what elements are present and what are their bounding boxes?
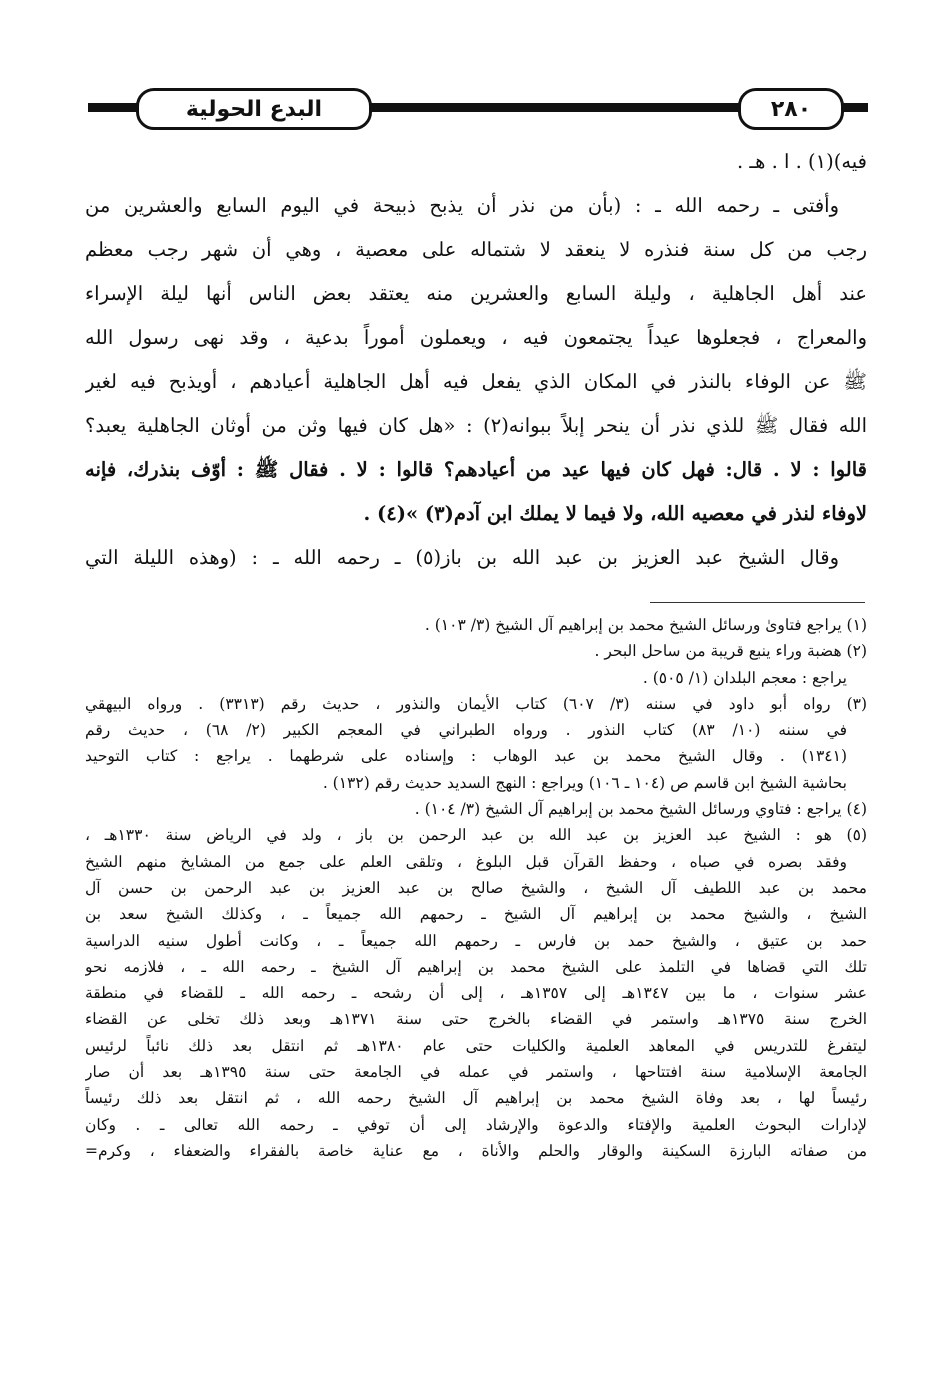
body-line: ﷺ عن الوفاء بالنذر في المكان الذي يفعل فيه أهل الجاهلية أعيادهم ، أويذبح فيه لغير bbox=[85, 370, 867, 393]
footnote-line: حمد بن عتيق ، والشيخ حمد بن فارس ـ رحمهم الله جميعاً ـ ، وكانت أطول سنيه الدراسية bbox=[85, 931, 867, 950]
body-line: الله فقال ﷺ للذي نذر أن ينحر إبلاً ببوانه(٢) : «هل كان فيها وثن من أوثان الجاهلية يعبد؟ bbox=[85, 414, 867, 437]
footnote-line: رئيساً لها ، بعد وفاة الشيخ محمد بن إبراهيم آل الشيخ رحمه الله ، ثم انتقل بعد ذلك رئيساً bbox=[85, 1089, 867, 1108]
footnote-line: عشر سنوات ، ما بين ١٣٤٧هـ إلى ١٣٥٧هـ ، إلى أن رشحه ـ رحمه الله ـ للقضاء في منطقة bbox=[85, 984, 867, 1003]
body-line: والمعراج ، فجعلوها عيداً يجتمعون فيه ، ويعملون أموراً بدعية ، وقد نهى رسول الله bbox=[85, 326, 867, 349]
footnote-line: الخرج سنة ١٣٧٥هـ واستمر في القضاء بالخرج حتى سنة ١٣٧١هـ وبعد ذلك تخلى عن القضاء bbox=[85, 1010, 867, 1029]
book-title-cartouche: البدع الحولية bbox=[136, 88, 372, 130]
footnote-line: محمد بن عبد اللطيف آل الشيخ ، والشيخ صالح بن عبد العزيز بن عبد الرحمن بن حسن آل bbox=[85, 878, 867, 897]
footnote-line: لإدارات البحوث العلمية والإفتاء والدعوة والإرشاد إلى أن توفي ـ رحمه الله تعالى ـ . وكان bbox=[85, 1115, 867, 1134]
footnotes bbox=[85, 612, 867, 1164]
body-line: وأفتى ـ رحمه الله ـ : (بأن من نذر أن يذبح ذبيحة في اليوم السابع والعشرين من bbox=[85, 194, 839, 217]
footnote-line: (٤) يراجع : فتاوي ورسائل الشيخ محمد بن إبراهيم آل الشيخ (٣/ ١٠٤) . bbox=[414, 800, 867, 819]
footnote-line: في سننه (١٠/ ٨٣) كتاب النذور . ورواه الطبراني في المعجم الكبير (٢/ ٦٨) ، حديث رقم bbox=[85, 721, 848, 740]
footnote-line: وفقد بصره في صباه ، وحفظ القرآن قبل البلوغ ، وتلقى العلم على جمع من المشايخ منهم الشيخ bbox=[85, 852, 847, 871]
footnote-line: (١٣٤١) . وقال الشيخ محمد بن عبد الوهاب : وإسناده على شرطهما . يراجع : كتاب التوحيد bbox=[85, 747, 847, 766]
footnote-line: تلك التي قضاها في التلمذ على الشيخ محمد بن إبراهيم آل الشيخ ـ رحمه الله ـ ، فلازمه نحو bbox=[85, 957, 867, 976]
body-line: رجب من كل سنة فنذره لا ينعقد لا شتماله على معصية ، وهي أن شهر رجب معظم bbox=[85, 238, 867, 261]
body-line: وقال الشيخ عبد العزيز بن عبد الله بن باز(٥) ـ رحمه الله ـ : (وهذه الليلة التي bbox=[85, 546, 840, 569]
body-line: فيه)(١) . ا . هـ . bbox=[737, 150, 867, 173]
footnote-line: يراجع : معجم البلدان (١/ ٥٠٥) . bbox=[642, 668, 847, 687]
footnote-line: الجامعة الإسلامية سنة افتتاحها ، واستمر في عمله في الجامعة حتى سنة ١٣٩٥هـ بعد أن صار bbox=[85, 1063, 867, 1082]
footnote-line: من صفاته البارزة السكينة والوقار والحلم والأناة ، مع عناية خاصة بالفقراء والضعفاء ، وكرم= bbox=[85, 1141, 867, 1160]
footnote-line: (٢) هضبة وراء ينبع قريبة من ساحل البحر . bbox=[594, 642, 867, 661]
page-header bbox=[88, 86, 868, 130]
footnote-divider bbox=[650, 602, 865, 603]
footnote-line: (١) يراجع فتاوىٰ ورسائل الشيخ محمد بن إبراهيم آل الشيخ (٣/ ١٠٣) . bbox=[424, 616, 867, 634]
body-line: قالوا : لا . قال: فهل كان فيها عيد من أعيادهم؟ قالوا : لا . فقال ﷺ : أوّف بنذرك، فإنه bbox=[85, 458, 867, 481]
footnote-line: (٥) هو : الشيخ عبد العزيز بن عبد الله بن عبد الرحمن بن باز ، ولد في الرياض سنة ١٣٣٠هـ ، bbox=[85, 826, 867, 845]
footnote-line: (٣) رواه أبو داود في سننه (٣/ ٦٠٧) كتاب الأيمان والنذور ، حديث رقم (٣٣١٣) . ورواه البيهقي bbox=[85, 694, 867, 713]
body-line: عند أهل الجاهلية ، وليلة السابع والعشرين منه يعتقد بعض الناس أنها ليلة الإسراء bbox=[85, 282, 867, 305]
main-text bbox=[85, 140, 867, 580]
footnote-line: بحاشية الشيخ ابن قاسم ص (١٠٤ ـ ١٠٦) ويراجع : النهج السديد حديث رقم (١٣٢) . bbox=[322, 773, 847, 792]
footnote-line: الشيخ ، والشيخ محمد بن إبراهيم آل الشيخ ـ رحمهم الله جميعاً ـ ، وكذلك الشيخ سعد بن bbox=[85, 905, 867, 924]
page-number: ٢٨٠ bbox=[738, 88, 844, 130]
body-line: لاوفاء لنذر في معصيه الله، ولا فيما لا يملك ابن آدم(٣) »(٤) . bbox=[363, 502, 867, 525]
footnote-line: ليتفرغ للتدريس في المعاهد العلمية والكليات حتى عام ١٣٨٠هـ ثم انتقل بعد ذلك نائباً لرئيس bbox=[85, 1036, 867, 1055]
